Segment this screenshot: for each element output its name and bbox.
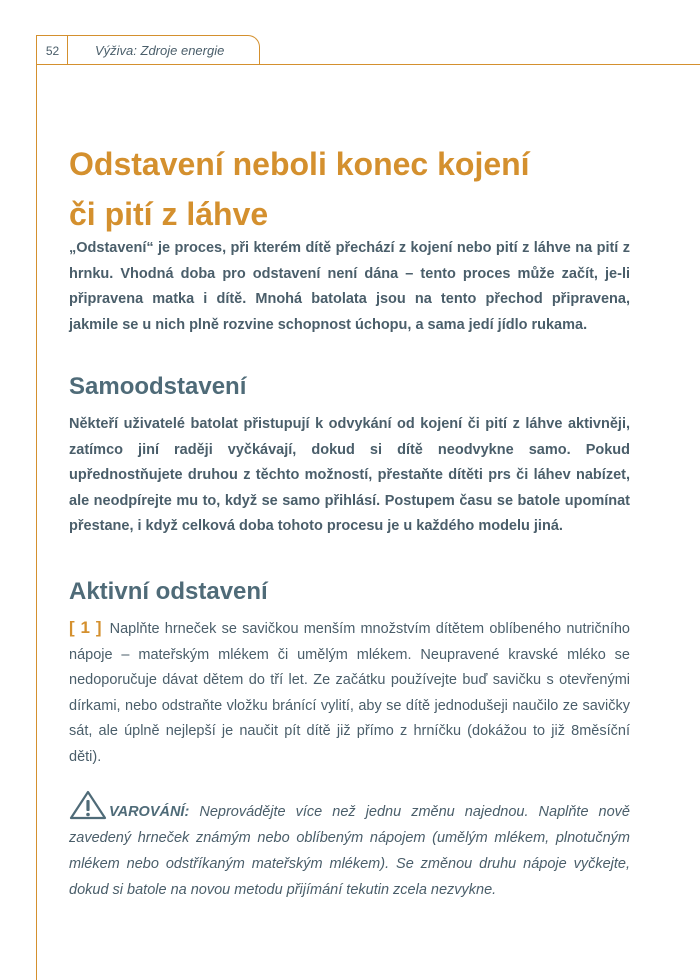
warning-label: VAROVÁNÍ: [109, 804, 190, 820]
running-head: Výživa: Zdroje energie [95, 43, 225, 58]
lead-paragraph: „Odstavení“ je proces, při kterém dítě přechází z kojení nebo pití z láhve na pití z hrnku. Vhodná doba pro odstavení není dána – tento proces může začít, je-li připravena matka i dítě. Mnohá batolata jsou na tento přechod připravena, jakmile se u nich plně rozvine schopnost úchopu, a sama jedí jídlo rukama. [69, 240, 630, 333]
header-divider [67, 35, 68, 64]
section-heading-self-weaning: Samoodstavení [69, 373, 247, 400]
page-title-line-2: či pití z láhve [69, 196, 269, 232]
page-title [69, 139, 669, 239]
warning-box [69, 790, 630, 903]
step-1-paragraph [69, 615, 630, 770]
warning-text: Neprovádějte více než jednu změnu najednou. Naplňte nově zavedený hrneček známým nebo oblíbeným nápojem (umělým mlékem, plnotučným mlékem nebo odstříkaným mateřským mlékem). Se změnou druhu nápoje vyčkejte, dokud si batole na novou metodu přijímání tekutin zcela nezvykne. [69, 804, 630, 898]
self-weaning-paragraph: Někteří uživatelé batolat přistupují k odvykání od kojení či pití z láhve aktivněji, zatímco jiní raději vyčkávají, dokud si dítě neodvykne samo. Pokud upřednostňujete druhou z těchto možností, přestaňte dítěti prs či láhev nabízet, ale neodpírejte mu to, když se samo přihlásí. Postupem času se batole upomínat přestane, i když celková doba tohoto procesu je u každého modelu jiná. [69, 416, 630, 534]
left-margin-rule [36, 64, 37, 980]
step-1-text: Naplňte hrneček se savičkou menším množstvím dítětem oblíbeného nutričního nápoje – mateřským mlékem či umělým mlékem. Neupravené kravské mléko se nedoporučuje dávat dětem do tří let. Ze začátku používejte buď savičku s otevřenými dírkami, nebo odstraňte vložku bránící vylití, aby se dítě jednodušeji naučilo ze savičky sát, ale úplně nejlepší je naučit pít dítě již přímo z hrníčku (dokážou to již 8měsíční děti). [69, 621, 630, 765]
page-title-line-1: Odstavení neboli konec kojení [69, 146, 530, 182]
warning-triangle-icon [69, 790, 107, 820]
header-rule [36, 64, 700, 65]
page-number: 52 [45, 44, 60, 58]
step-number: [ 1 ] [69, 618, 102, 637]
section-heading-active-weaning: Aktivní odstavení [69, 578, 268, 605]
